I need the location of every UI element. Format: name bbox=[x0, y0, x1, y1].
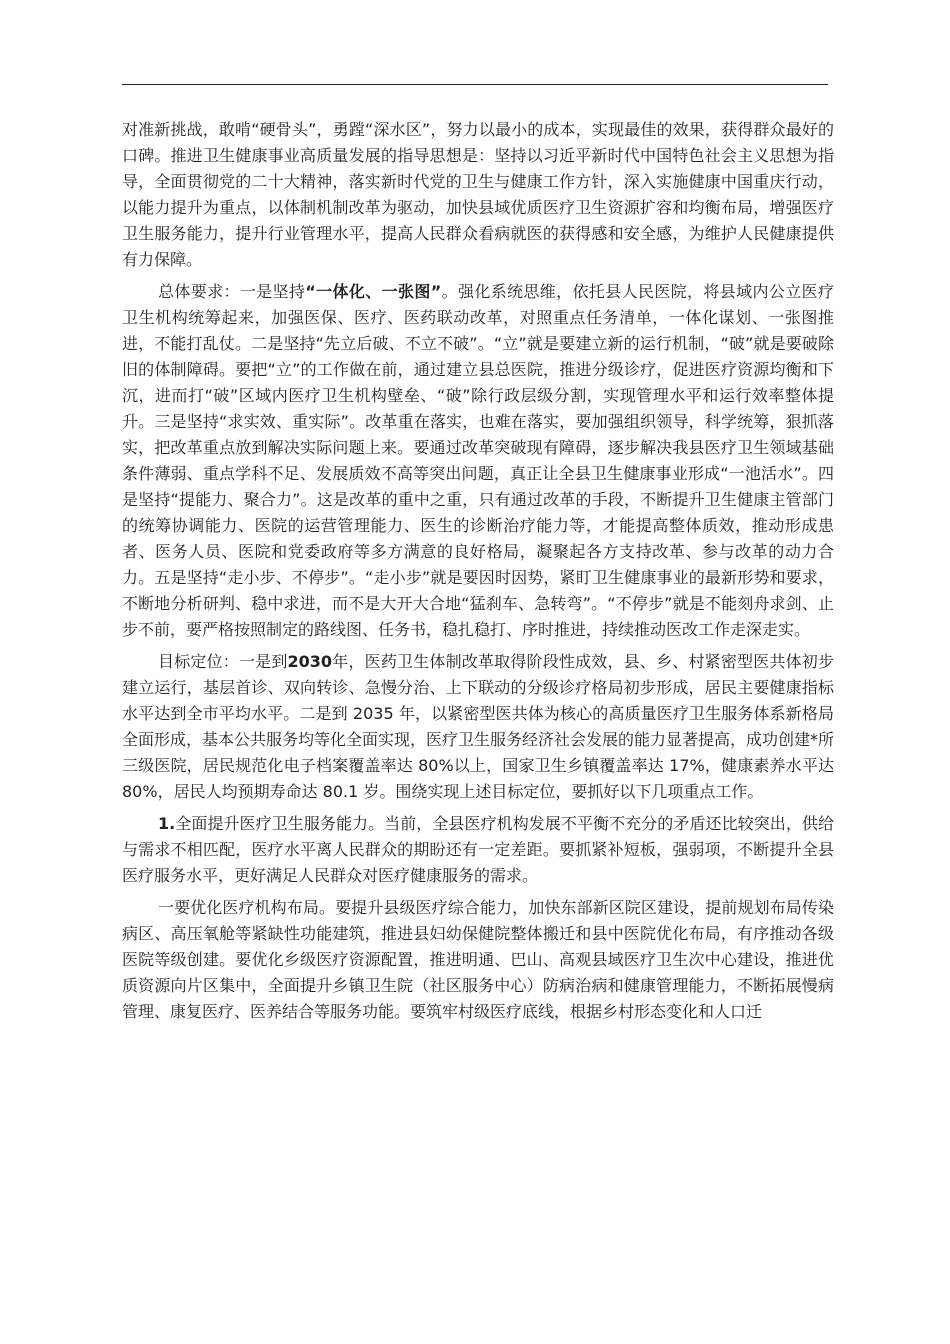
paragraph-general-requirements bbox=[122, 279, 834, 643]
paragraph-optimize-layout: 一要优化医疗机构布局。要提升县级医疗综合能力，加快东部新区院区建设，提前规划布局传染病区、高压氧舱等紧缺性功能建筑，推进县妇幼保健院整体搬迁和县中医院优化布局，有序推动各级医院等级创建。要优化乡级医疗资源配置，推进明通、巴山、高观县域医疗卫生次中心建设，推进优质资源向片区集中，全面提升乡镇卫生院（社区服务中心）防病治病和健康管理能力，不断拓展慢病管理、康复医疗、医养结合等服务功能。要筑牢村级医疗底线，根据乡村形态变化和人口迁 bbox=[122, 898, 834, 1021]
section-1-text: 全面提升医疗卫生服务能力。当前，全县医疗机构发展不平衡不充分的矛盾还比较突出，供给与需求不相匹配，医疗水平离人民群众的期盼还有一定差距。要抓紧补短板，强弱项，不断提升全县医疗服务水平，更好满足人民群众对医疗健康服务的需求。 bbox=[122, 814, 834, 885]
document-body bbox=[122, 117, 834, 1031]
target-year-2030: 2030 bbox=[287, 652, 333, 671]
header-rule bbox=[122, 84, 828, 85]
target-positioning-text: 年，医药卫生体制改革取得阶段性成效，县、乡、村紧密型医共体初步建立运行，基层首诊、双向转诊、急慢分治、上下联动的分级诊疗格局初步形成，居民主要健康指标水平达到全市平均水平。二是到 2035 年，以紧密型医共体为核心的高质量医疗卫生服务体系新格局全面形成，基本公共服务均等化全面实现，医疗卫生服务经济社会发展的能力显著提高，成功创建*所三级医院，居民规范化电子档案覆盖率达 80%以上，国家卫生乡镇覆盖率达 17%，健康素养水平达 80%，居民人均预期寿命达 80.1 岁。围绕实现上述目标定位，要抓好以下几项重点工作。 bbox=[122, 652, 835, 801]
paragraph-section-1 bbox=[122, 811, 834, 889]
general-requirements-bold: “一体化、一张图” bbox=[305, 282, 442, 301]
general-requirements-text: 。强化系统思维，依托县人民医院，将县域内公立医疗卫生机构统筹起来，加强医保、医疗、医药联动改革，对照重点任务清单，一体化谋划、一张图推进，不能打乱仗。二是坚持“先立后破、不立不破”。“立”就是要建立新的运行机制，“破”就是要破除旧的体制障碍。要把“立”的工作做在前，通过建立县总医院，推进分级诊疗，促进医疗资源均衡和下沉，进而打“破”区域内医疗卫生机构壁垒、“破”除行政层级分割，实现管理水平和运行效率整体提升。三是坚持“求实效、重实际”。改革重在落实，也难在落实，要加强组织领导，科学统筹，狠抓落实，把改革重点放到解决实际问题上来。要通过改革突破现有障碍，逐步解决我县医疗卫生领域基础条件薄弱、重点学科不足、发展质效不高等突出问题，真正让全县卫生健康事业形成“一池活水”。四是坚持“提能力、聚合力”。这是改革的重中之重，只有通过改革的手段，不断提升卫生健康主管部门的统筹协调能力、医院的运营管理能力、医生的诊断治疗能力等，才能提高整体质效，推动形成患者、医务人员、医院和党委政府等多方满意的良好格局，凝聚起各方支持改革、参与改革的动力合力。五是坚持“走小步、不停步”。“走小步”就是要因时因势，紧盯卫生健康事业的最新形势和要求，不断地分析研判、稳中求进，而不是大开大合地“猛刹车、急转弯”。“不停步”就是不能刻舟求剑、止步不前，要严格按照制定的路线图、任务书，稳扎稳打、序时推进，持续推动医改工作走深走实。 bbox=[122, 282, 834, 639]
general-requirements-lead: 总体要求：一是坚持 bbox=[158, 282, 306, 301]
section-1-number: 1. bbox=[158, 814, 176, 833]
paragraph-guiding-ideology: 对准新挑战，敢啃“硬骨头”，勇蹚“深水区”，努力以最小的成本，实现最佳的效果，获得群众最好的口碑。推进卫生健康事业高质量发展的指导思想是：坚持以习近平新时代中国特色社会主义思想为指导，全面贯彻党的二十大精神，落实新时代党的卫生与健康工作方针，深入实施健康中国重庆行动，以能力提升为重点，以体制机制改革为驱动，加快县域优质医疗卫生资源扩容和均衡布局，增强医疗卫生服务能力，提升行业管理水平，提高人民群众看病就医的获得感和安全感，为维护人民健康提供有力保障。 bbox=[122, 120, 834, 269]
target-positioning-lead: 目标定位：一是到 bbox=[158, 652, 288, 671]
paragraph-target-positioning bbox=[122, 649, 834, 805]
